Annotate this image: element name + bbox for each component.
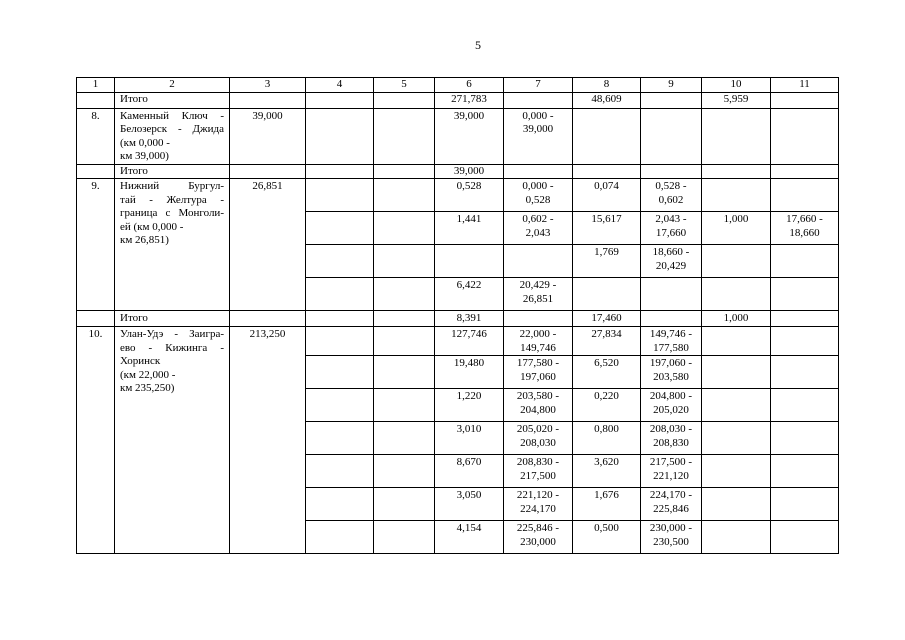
road-length: 213,250 <box>230 327 306 554</box>
empty-cell <box>702 164 771 179</box>
segment-col7 <box>504 108 573 164</box>
range-text: 0,602 - 2,043 <box>522 213 554 239</box>
range-text: 0,528 - 0,602 <box>655 180 687 206</box>
segment-col9 <box>641 212 702 245</box>
total-col6: 8,391 <box>435 311 504 327</box>
range-text: 225,846 - 230,000 <box>516 522 560 548</box>
range-text: 0,000 - 39,000 <box>522 109 554 135</box>
total-label: Итого <box>115 311 230 327</box>
segment-col7 <box>504 389 573 422</box>
range-text: 204,800 - 205,020 <box>649 390 693 416</box>
segment-col7 <box>504 212 573 245</box>
empty-cell <box>641 92 702 108</box>
empty-cell <box>306 278 374 311</box>
empty-cell <box>230 311 306 327</box>
segment-col9 <box>641 521 702 554</box>
column-number: 9 <box>641 78 702 93</box>
road-name-line: (км 22,000 - <box>120 368 176 381</box>
road-number: 9. <box>77 179 115 311</box>
range-text: 17,660 - 18,660 <box>786 213 823 239</box>
road-number: 10. <box>77 327 115 554</box>
empty-cell <box>702 521 771 554</box>
empty-cell <box>771 278 839 311</box>
empty-cell <box>771 179 839 212</box>
total-col8: 17,460 <box>573 311 641 327</box>
column-number: 3 <box>230 78 306 93</box>
empty-cell <box>504 311 573 327</box>
range-text: 20,429 - 26,851 <box>519 279 557 305</box>
empty-cell <box>230 92 306 108</box>
empty-cell <box>702 455 771 488</box>
empty-cell <box>702 356 771 389</box>
empty-cell <box>374 245 435 278</box>
road-name <box>115 108 230 164</box>
empty-cell <box>306 488 374 521</box>
segment-row <box>77 179 839 212</box>
road-name-line: Каменный Ключ - <box>120 109 224 122</box>
empty-cell <box>504 92 573 108</box>
empty-cell <box>374 488 435 521</box>
segment-col7 <box>504 455 573 488</box>
segment-col8: 0,220 <box>573 389 641 422</box>
road-name <box>115 327 230 554</box>
empty-cell <box>306 422 374 455</box>
empty-cell <box>374 164 435 179</box>
segment-col6: 6,422 <box>435 278 504 311</box>
empty-cell <box>641 108 702 164</box>
road-name-line: км 39,000) <box>120 150 169 162</box>
range-text: 221,120 - 224,170 <box>516 489 560 515</box>
road-name-line: ей (км 0,000 - <box>120 220 184 233</box>
range-text: 224,170 - 225,846 <box>649 489 693 515</box>
road-name-line: (км 0,000 - <box>120 136 170 149</box>
road-name-line: тай - Желтура - <box>120 193 224 206</box>
empty-cell <box>374 278 435 311</box>
column-number: 4 <box>306 78 374 93</box>
segment-col8: 1,676 <box>573 488 641 521</box>
segment-col6: 8,670 <box>435 455 504 488</box>
empty-cell <box>771 245 839 278</box>
range-text: 22,000 - 149,746 <box>519 328 557 354</box>
segment-col9 <box>641 389 702 422</box>
empty-cell <box>374 212 435 245</box>
segment-col9 <box>641 422 702 455</box>
road-name-line: км 235,250) <box>120 382 175 394</box>
empty-cell <box>306 164 374 179</box>
total-row <box>77 311 839 327</box>
empty-cell <box>435 245 504 278</box>
empty-cell <box>702 245 771 278</box>
total-row <box>77 164 839 179</box>
empty-cell <box>702 278 771 311</box>
empty-cell <box>374 108 435 164</box>
segment-row <box>77 108 839 164</box>
segment-col10: 1,000 <box>702 212 771 245</box>
column-number: 7 <box>504 78 573 93</box>
empty-cell <box>306 245 374 278</box>
total-col8: 48,609 <box>573 92 641 108</box>
segment-col7 <box>504 488 573 521</box>
total-col10: 5,959 <box>702 92 771 108</box>
segment-col7 <box>504 356 573 389</box>
empty-cell <box>374 422 435 455</box>
empty-cell <box>702 108 771 164</box>
road-name-line: Белозерск - Джида <box>120 123 224 135</box>
empty-cell <box>771 389 839 422</box>
empty-cell <box>374 389 435 422</box>
total-col10: 1,000 <box>702 311 771 327</box>
empty-cell <box>504 245 573 278</box>
range-text: 217,500 - 221,120 <box>649 456 693 482</box>
empty-cell <box>641 164 702 179</box>
segment-col9 <box>641 327 702 356</box>
column-number: 11 <box>771 78 839 93</box>
total-col6: 39,000 <box>435 164 504 179</box>
empty-cell <box>306 311 374 327</box>
range-text: 205,020 - 208,030 <box>516 423 560 449</box>
segment-col7 <box>504 521 573 554</box>
column-number: 8 <box>573 78 641 93</box>
empty-cell <box>771 108 839 164</box>
empty-cell <box>641 311 702 327</box>
empty-cell <box>77 311 115 327</box>
road-name-line: Улан-Удэ - Заигра- <box>120 328 224 340</box>
road-length: 39,000 <box>230 108 306 164</box>
empty-cell <box>702 179 771 212</box>
empty-cell <box>702 389 771 422</box>
segment-col6: 1,441 <box>435 212 504 245</box>
empty-cell <box>771 327 839 356</box>
segment-col8: 1,769 <box>573 245 641 278</box>
column-number: 1 <box>77 78 115 93</box>
range-text: 197,060 - 203,580 <box>649 357 693 383</box>
empty-cell <box>374 455 435 488</box>
total-label: Итого <box>115 92 230 108</box>
column-number: 6 <box>435 78 504 93</box>
empty-cell <box>771 311 839 327</box>
empty-cell <box>504 164 573 179</box>
column-number: 10 <box>702 78 771 93</box>
total-col6: 271,783 <box>435 92 504 108</box>
empty-cell <box>77 92 115 108</box>
range-text: 177,580 - 197,060 <box>516 357 560 383</box>
empty-cell <box>306 327 374 356</box>
total-label: Итого <box>115 164 230 179</box>
segment-col6: 3,010 <box>435 422 504 455</box>
empty-cell <box>771 356 839 389</box>
segment-col8: 0,074 <box>573 179 641 212</box>
empty-cell <box>573 278 641 311</box>
empty-cell <box>306 108 374 164</box>
segment-col9 <box>641 488 702 521</box>
road-name-line: граница с Монголи- <box>120 207 224 219</box>
empty-cell <box>702 422 771 455</box>
empty-cell <box>306 212 374 245</box>
range-text: 0,000 - 0,528 <box>522 180 554 206</box>
empty-cell <box>77 164 115 179</box>
segment-col7 <box>504 327 573 356</box>
segment-col7 <box>504 422 573 455</box>
empty-cell <box>374 521 435 554</box>
empty-cell <box>702 488 771 521</box>
segment-col9 <box>641 245 702 278</box>
segment-col6: 1,220 <box>435 389 504 422</box>
range-text: 2,043 - 17,660 <box>655 213 687 239</box>
empty-cell <box>230 164 306 179</box>
empty-cell <box>771 92 839 108</box>
segment-col6: 19,480 <box>435 356 504 389</box>
empty-cell <box>374 356 435 389</box>
column-number: 2 <box>115 78 230 93</box>
empty-cell <box>771 164 839 179</box>
empty-cell <box>573 164 641 179</box>
segment-col6: 3,050 <box>435 488 504 521</box>
header-row <box>77 78 839 93</box>
segment-col11 <box>771 212 839 245</box>
empty-cell <box>374 92 435 108</box>
empty-cell <box>374 311 435 327</box>
segment-col6: 0,528 <box>435 179 504 212</box>
empty-cell <box>374 327 435 356</box>
empty-cell <box>306 356 374 389</box>
empty-cell <box>306 92 374 108</box>
empty-cell <box>771 455 839 488</box>
road-name-line: км 26,851) <box>120 234 169 246</box>
segment-col6: 127,746 <box>435 327 504 356</box>
column-number: 5 <box>374 78 435 93</box>
road-name-line: ево - Кижинга - <box>120 341 224 354</box>
segment-col8: 6,520 <box>573 356 641 389</box>
range-text: 208,830 - 217,500 <box>516 456 560 482</box>
empty-cell <box>306 455 374 488</box>
segment-row <box>77 327 839 356</box>
segment-col7 <box>504 278 573 311</box>
empty-cell <box>702 327 771 356</box>
road-number: 8. <box>77 108 115 164</box>
road-name-line: Нижний Бургул- <box>120 180 224 192</box>
segment-col9 <box>641 356 702 389</box>
road-name <box>115 179 230 311</box>
segment-col6: 4,154 <box>435 521 504 554</box>
road-name-line: Хоринск <box>120 355 161 367</box>
segment-col9 <box>641 455 702 488</box>
empty-cell <box>641 278 702 311</box>
road-length: 26,851 <box>230 179 306 311</box>
empty-cell <box>306 521 374 554</box>
empty-cell <box>771 521 839 554</box>
empty-cell <box>771 488 839 521</box>
segment-col8: 27,834 <box>573 327 641 356</box>
segment-col8: 15,617 <box>573 212 641 245</box>
empty-cell <box>374 179 435 212</box>
empty-cell <box>306 179 374 212</box>
range-text: 149,746 - 177,580 <box>649 328 693 354</box>
segment-col6: 39,000 <box>435 108 504 164</box>
segment-col8: 3,620 <box>573 455 641 488</box>
empty-cell <box>306 389 374 422</box>
range-text: 203,580 - 204,800 <box>516 390 560 416</box>
segment-col7 <box>504 179 573 212</box>
segment-col8: 0,500 <box>573 521 641 554</box>
data-table <box>76 77 839 554</box>
page-number: 5 <box>475 38 481 52</box>
range-text: 18,660 - 20,429 <box>652 246 690 272</box>
empty-cell <box>573 108 641 164</box>
empty-cell <box>771 422 839 455</box>
total-row <box>77 92 839 108</box>
range-text: 208,030 - 208,830 <box>649 423 693 449</box>
segment-col9 <box>641 179 702 212</box>
range-text: 230,000 - 230,500 <box>649 522 693 548</box>
segment-col8: 0,800 <box>573 422 641 455</box>
